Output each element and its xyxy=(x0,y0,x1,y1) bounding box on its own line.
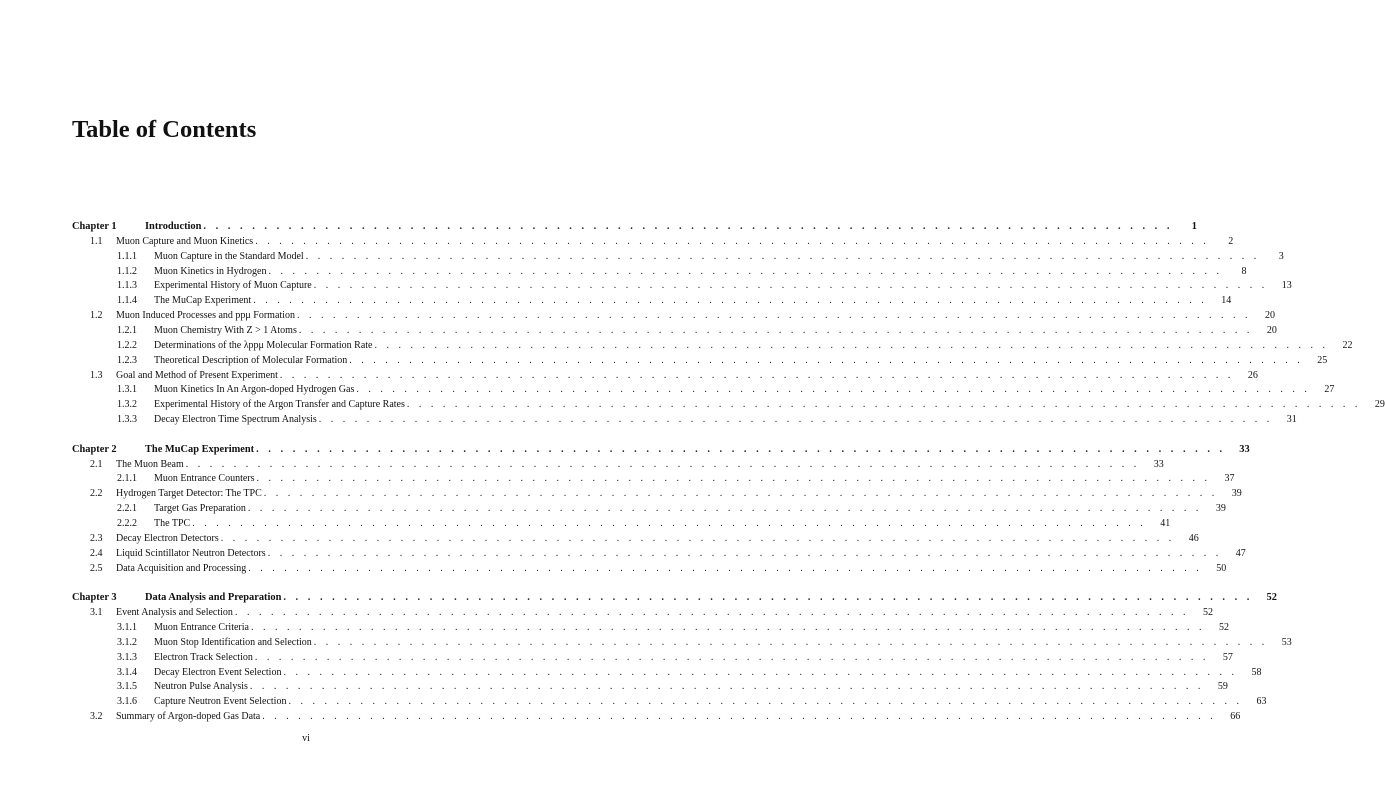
dot-leader: . . . . . . . . . . . . . . . . . . . . . . . . . . . . . . . . . . . . . . . . . . . . . . . . . . . . . . . . . . . . . . . . . . . . . . . . . . . . . . . . xyxy=(220,532,1175,544)
toc-section-entry[interactable] xyxy=(90,368,1258,383)
page-title: Table of Contents xyxy=(72,116,257,143)
toc-entry-page: 63 xyxy=(1256,696,1267,708)
toc-section-entry[interactable] xyxy=(90,605,1213,620)
dot-leader: . . . . . . . . . . . . . . . . . . . . . . . . . . . . . . . . . . . . . . . . . . . . . . . . . . . . . . . . . . . . . . . . . . . . . . . . . . . . . . . . xyxy=(203,221,1173,232)
toc-subsection-entry[interactable] xyxy=(117,397,1385,412)
toc-entry-title: Summary of Argon-doped Gas Data xyxy=(116,711,261,723)
toc-entry-number: Chapter 1 xyxy=(72,221,117,232)
toc-entry-page: 27 xyxy=(1324,384,1335,396)
toc-entry-number: 1.2.1 xyxy=(117,324,137,336)
toc-chapter-entry[interactable] xyxy=(72,219,1197,234)
toc-entry-title: The Muon Beam xyxy=(116,458,184,470)
toc-subsection-entry[interactable] xyxy=(117,471,1235,486)
toc-entry-page: 2 xyxy=(1228,235,1234,247)
dot-leader: . . . . . . . . . . . . . . . . . . . . . . . . . . . . . . . . . . . . . . . . . . . . . . . . . . . . . . . . . . . . . . . . . . . . . . . . . . . . . . . . xyxy=(305,250,1260,262)
toc-entry-title: Muon Chemistry With Z > 1 Atoms xyxy=(154,324,297,336)
toc-entry-number: 1.3 xyxy=(90,369,103,381)
toc-entry-page: 53 xyxy=(1281,636,1292,648)
toc-entry-number: 1.2.2 xyxy=(117,339,137,351)
toc-entry-title: Determinations of the λppμ Molecular Formation Rate xyxy=(154,339,373,351)
toc-entry-page: 8 xyxy=(1241,265,1247,277)
toc-entry-page: 37 xyxy=(1224,473,1235,485)
toc-entry-title: Decay Electron Event Selection xyxy=(154,666,282,678)
toc-entry-page: 31 xyxy=(1286,414,1297,425)
toc-subsection-entry[interactable] xyxy=(117,412,1297,427)
toc-entry-title: Muon Entrance Criteria xyxy=(154,622,249,633)
toc-entry-page: 57 xyxy=(1222,651,1233,663)
dot-leader: . . . . . . . . . . . . . . . . . . . . . . . . . . . . . . . . . . . . . . . . . . . . . . . . . . . . . . . . . . . . . . . . . . . . . . . . . . . . . . . . xyxy=(406,399,1361,411)
toc-entry-number: 2.2.2 xyxy=(117,518,137,529)
toc-entry-number: 2.2 xyxy=(90,488,103,500)
toc-entry-number: 3.1.2 xyxy=(117,636,137,648)
toc-entry-page: 3 xyxy=(1278,250,1284,262)
toc-subsection-entry[interactable] xyxy=(117,679,1228,694)
toc-chapter-entry[interactable] xyxy=(72,590,1277,605)
toc-entry-title: Muon Capture in the Standard Model xyxy=(154,250,304,262)
toc-subsection-entry[interactable] xyxy=(117,249,1284,264)
page-number: vi xyxy=(302,733,310,744)
toc-entry-number: 3.1.1 xyxy=(117,622,137,633)
toc-entry-title: Experimental History of the Argon Transfer and Capture Rates xyxy=(154,399,405,411)
toc-section-entry[interactable] xyxy=(90,531,1199,546)
dot-leader: . . . . . . . . . . . . . . . . . . . . . . . . . . . . . . . . . . . . . . . . . . . . . . . . . . . . . . . . . . . . . . . . . . . . . . . . . . . . . . . . xyxy=(253,295,1208,307)
toc-entry-page: 13 xyxy=(1281,280,1292,292)
toc-entry-page: 39 xyxy=(1215,503,1226,515)
toc-entry-title: Data Acquisition and Processing xyxy=(116,562,247,574)
toc-subsection-entry[interactable] xyxy=(117,323,1277,338)
toc-section-entry[interactable] xyxy=(90,486,1242,501)
dot-leader: . . . . . . . . . . . . . . . . . . . . . . . . . . . . . . . . . . . . . . . . . . . . . . . . . . . . . . . . . . . . . . . . . . . . . . . . . . . . . . . . xyxy=(256,443,1226,455)
dot-leader: . . . . . . . . . . . . . . . . . . . . . . . . . . . . . . . . . . . . . . . . . . . . . . . . . . . . . . . . . . . . . . . . . . . . . . . . . . . . . . . . xyxy=(374,339,1329,351)
toc-section-entry[interactable] xyxy=(90,308,1275,323)
dot-leader: . . . . . . . . . . . . . . . . . . . . . . . . . . . . . . . . . . . . . . . . . . . . . . . . . . . . . . . . . . . . . . . . . . . . . . . . . . . . . . . . xyxy=(249,681,1204,693)
toc-section-entry[interactable] xyxy=(90,561,1227,576)
toc-section-entry[interactable] xyxy=(90,709,1241,724)
dot-leader: . . . . . . . . . . . . . . . . . . . . . . . . . . . . . . . . . . . . . . . . . . . . . . . . . . . . . . . . . . . . . . . . . . . . . . . . . . . . . . . . xyxy=(356,384,1311,396)
toc-entry-page: 58 xyxy=(1251,666,1262,678)
toc-entry-number: 3.1.4 xyxy=(117,666,137,678)
dot-leader: . . . . . . . . . . . . . . . . . . . . . . . . . . . . . . . . . . . . . . . . . . . . . . . . . . . . . . . . . . . . . . . . . . . . . . . . . . . . . . . . xyxy=(349,354,1304,366)
toc-entry-title: Event Analysis and Selection xyxy=(116,607,233,619)
toc-entry-number: 3.2 xyxy=(90,711,103,723)
dot-leader: . . . . . . . . . . . . . . . . . . . . . . . . . . . . . . . . . . . . . . . . . . . . . . . . . . . . . . . . . . . . . . . . . . . . . . . . . . . . . . . . xyxy=(263,488,1218,500)
toc-entry-title: Experimental History of Muon Capture xyxy=(154,280,312,292)
toc-subsection-entry[interactable] xyxy=(117,635,1292,650)
toc-entry-number: 1.1.1 xyxy=(117,250,137,262)
toc-entry-title: Theoretical Description of Molecular Formation xyxy=(154,354,348,366)
dot-leader: . . . . . . . . . . . . . . . . . . . . . . . . . . . . . . . . . . . . . . . . . . . . . . . . . . . . . . . . . . . . . . . . . . . . . . . . . . . . . . . . xyxy=(247,503,1202,515)
toc-entry-number: 2.5 xyxy=(90,562,103,574)
dot-leader: . . . . . . . . . . . . . . . . . . . . . . . . . . . . . . . . . . . . . . . . . . . . . . . . . . . . . . . . . . . . . . . . . . . . . . . . . . . . . . . . xyxy=(234,607,1189,619)
toc-entry-page: 50 xyxy=(1216,562,1227,574)
toc-subsection-entry[interactable] xyxy=(117,338,1353,353)
toc-entry-page: 59 xyxy=(1217,681,1228,693)
toc-entry-title: Muon Entrance Counters xyxy=(154,473,255,485)
toc-entry-page: 25 xyxy=(1317,354,1328,366)
toc-entry-page: 20 xyxy=(1266,324,1277,336)
toc-entry-number: 2.3 xyxy=(90,532,103,544)
toc-entry-title: Hydrogen Target Detector: The TPC xyxy=(116,488,262,500)
toc-entry-number: 1.3.2 xyxy=(117,399,137,411)
toc-entry-title: Muon Induced Processes and ppμ Formation xyxy=(116,310,295,322)
toc-entry-page: 52 xyxy=(1202,607,1213,619)
dot-leader: . . . . . . . . . . . . . . . . . . . . . . . . . . . . . . . . . . . . . . . . . . . . . . . . . . . . . . . . . . . . . . . . . . . . . . . . . . . . . . . . xyxy=(268,265,1223,277)
toc-entry-title: Muon Kinetics In An Argon-doped Hydrogen Gas xyxy=(154,384,355,396)
toc-entry-title: Target Gas Preparation xyxy=(154,503,246,515)
toc-entry-title: Decay Electron Detectors xyxy=(116,532,219,544)
toc-section-entry[interactable] xyxy=(90,234,1234,249)
toc-entry-title: The TPC xyxy=(154,518,191,529)
toc-subsection-entry[interactable] xyxy=(117,694,1267,709)
toc-subsection-entry[interactable] xyxy=(117,293,1232,308)
dot-leader: . . . . . . . . . . . . . . . . . . . . . . . . . . . . . . . . . . . . . . . . . . . . . . . . . . . . . . . . . . . . . . . . . . . . . . . . . . . . . . . . xyxy=(262,711,1217,723)
toc-entry-title: Capture Neutron Event Selection xyxy=(154,696,287,708)
toc-subsection-entry[interactable] xyxy=(117,353,1328,368)
toc-entry-title: Introduction xyxy=(145,221,202,232)
dot-leader: . . . . . . . . . . . . . . . . . . . . . . . . . . . . . . . . . . . . . . . . . . . . . . . . . . . . . . . . . . . . . . . . . . . . . . . . . . . . . . . . xyxy=(283,592,1253,604)
toc-entry-title: The MuCap Experiment xyxy=(145,443,255,455)
dot-leader: . . . . . . . . . . . . . . . . . . . . . . . . . . . . . . . . . . . . . . . . . . . . . . . . . . . . . . . . . . . . . . . . . . . . . . . . . . . . . . . . xyxy=(248,562,1203,574)
dot-leader: . . . . . . . . . . . . . . . . . . . . . . . . . . . . . . . . . . . . . . . . . . . . . . . . . . . . . . . . . . . . . . . . . . . . . . . . . . . . . . . . xyxy=(313,636,1268,648)
toc-entry-page: 33 xyxy=(1153,458,1164,470)
dot-leader: . . . . . . . . . . . . . . . . . . . . . . . . . . . . . . . . . . . . . . . . . . . . . . . . . . . . . . . . . . . . . . . . . . . . . . . . . . . . . . . . xyxy=(185,458,1140,470)
toc-entry-page: 46 xyxy=(1188,532,1199,544)
toc-entry-number: 1.1.2 xyxy=(117,265,137,277)
toc-entry-page: 39 xyxy=(1231,488,1242,500)
toc-subsection-entry[interactable] xyxy=(117,650,1233,665)
toc-entry-page: 52 xyxy=(1266,592,1277,604)
toc-entry-page: 47 xyxy=(1235,547,1246,559)
toc-subsection-entry[interactable] xyxy=(117,264,1247,279)
toc-entry-page: 33 xyxy=(1239,443,1250,455)
toc-entry-page: 52 xyxy=(1218,622,1229,633)
toc-entry-title: Muon Capture and Muon Kinetics xyxy=(116,235,254,247)
toc-entry-number: 2.1.1 xyxy=(117,473,137,485)
toc-entry-number: 3.1.3 xyxy=(117,651,137,663)
toc-entry-number: 1.2 xyxy=(90,310,103,322)
toc-entry-number: Chapter 3 xyxy=(72,592,117,604)
toc-entry-number: 2.1 xyxy=(90,458,103,470)
toc-subsection-entry[interactable] xyxy=(117,516,1171,531)
toc-entry-title: Data Analysis and Preparation xyxy=(145,592,282,604)
toc-entry-title: Electron Track Selection xyxy=(154,651,253,663)
toc-entry-page: 14 xyxy=(1221,295,1232,307)
toc-entry-number: 1.3.3 xyxy=(117,414,137,425)
toc-entry-number: 2.2.1 xyxy=(117,503,137,515)
toc-entry-title: Decay Electron Time Spectrum Analysis xyxy=(154,414,317,425)
toc-entry-title: Muon Stop Identification and Selection xyxy=(154,636,312,648)
dot-leader: . . . . . . . . . . . . . . . . . . . . . . . . . . . . . . . . . . . . . . . . . . . . . . . . . . . . . . . . . . . . . . . . . . . . . . . . . . . . . . . . xyxy=(298,324,1253,336)
dot-leader: . . . . . . . . . . . . . . . . . . . . . . . . . . . . . . . . . . . . . . . . . . . . . . . . . . . . . . . . . . . . . . . . . . . . . . . . . . . . . . . . xyxy=(318,414,1273,425)
toc-entry-number: 1.1.4 xyxy=(117,295,137,307)
toc-entry-number: 1.1.3 xyxy=(117,280,137,292)
toc-entry-title: Muon Kinetics in Hydrogen xyxy=(154,265,267,277)
dot-leader: . . . . . . . . . . . . . . . . . . . . . . . . . . . . . . . . . . . . . . . . . . . . . . . . . . . . . . . . . . . . . . . . . . . . . . . . . . . . . . . . xyxy=(254,651,1209,663)
toc-entry-number: 1.1 xyxy=(90,235,103,247)
toc-entry-number: 3.1.5 xyxy=(117,681,137,693)
toc-subsection-entry[interactable] xyxy=(117,278,1292,293)
dot-leader: . . . . . . . . . . . . . . . . . . . . . . . . . . . . . . . . . . . . . . . . . . . . . . . . . . . . . . . . . . . . . . . . . . . . . . . . . . . . . . . . xyxy=(279,369,1234,381)
toc-subsection-entry[interactable] xyxy=(117,665,1262,680)
toc-subsection-entry[interactable] xyxy=(117,620,1229,635)
toc-entry-title: Liquid Scintillator Neutron Detectors xyxy=(116,547,266,559)
toc-entry-page: 1 xyxy=(1191,221,1197,232)
toc-entry-number: 1.2.3 xyxy=(117,354,137,366)
dot-leader: . . . . . . . . . . . . . . . . . . . . . . . . . . . . . . . . . . . . . . . . . . . . . . . . . . . . . . . . . . . . . . . . . . . . . . . . . . . . . . . . xyxy=(192,518,1147,529)
toc-entry-page: 29 xyxy=(1374,399,1385,411)
toc-entry-page: 41 xyxy=(1160,518,1171,529)
dot-leader: . . . . . . . . . . . . . . . . . . . . . . . . . . . . . . . . . . . . . . . . . . . . . . . . . . . . . . . . . . . . . . . . . . . . . . . . . . . . . . . . xyxy=(313,280,1268,292)
toc-entry-number: 1.3.1 xyxy=(117,384,137,396)
toc-section-entry[interactable] xyxy=(90,457,1164,472)
toc-subsection-entry[interactable] xyxy=(117,382,1335,397)
dot-leader: . . . . . . . . . . . . . . . . . . . . . . . . . . . . . . . . . . . . . . . . . . . . . . . . . . . . . . . . . . . . . . . . . . . . . . . . . . . . . . . . xyxy=(296,310,1251,322)
toc-subsection-entry[interactable] xyxy=(117,501,1226,516)
dot-leader: . . . . . . . . . . . . . . . . . . . . . . . . . . . . . . . . . . . . . . . . . . . . . . . . . . . . . . . . . . . . . . . . . . . . . . . . . . . . . . . . xyxy=(255,235,1210,247)
toc-entry-title: Neutron Pulse Analysis xyxy=(154,681,248,693)
dot-leader: . . . . . . . . . . . . . . . . . . . . . . . . . . . . . . . . . . . . . . . . . . . . . . . . . . . . . . . . . . . . . . . . . . . . . . . . . . . . . . . . xyxy=(283,666,1238,678)
dot-leader: . . . . . . . . . . . . . . . . . . . . . . . . . . . . . . . . . . . . . . . . . . . . . . . . . . . . . . . . . . . . . . . . . . . . . . . . . . . . . . . . xyxy=(256,473,1211,485)
toc-entry-page: 26 xyxy=(1247,369,1258,381)
dot-leader: . . . . . . . . . . . . . . . . . . . . . . . . . . . . . . . . . . . . . . . . . . . . . . . . . . . . . . . . . . . . . . . . . . . . . . . . . . . . . . . . xyxy=(267,547,1222,559)
toc-entry-page: 66 xyxy=(1230,711,1241,723)
toc-section-entry[interactable] xyxy=(90,546,1246,561)
toc-entry-title: The MuCap Experiment xyxy=(154,295,252,307)
toc-entry-number: 2.4 xyxy=(90,547,103,559)
toc-entry-number: Chapter 2 xyxy=(72,443,117,455)
toc-entry-page: 22 xyxy=(1342,339,1353,351)
toc-entry-number: 3.1 xyxy=(90,607,103,619)
toc-entry-page: 20 xyxy=(1264,310,1275,322)
dot-leader: . . . . . . . . . . . . . . . . . . . . . . . . . . . . . . . . . . . . . . . . . . . . . . . . . . . . . . . . . . . . . . . . . . . . . . . . . . . . . . . . xyxy=(288,696,1243,708)
toc-entry-title: Goal and Method of Present Experiment xyxy=(116,369,278,381)
toc-chapter-entry[interactable] xyxy=(72,442,1250,457)
toc-entry-number: 3.1.6 xyxy=(117,696,137,708)
dot-leader: . . . . . . . . . . . . . . . . . . . . . . . . . . . . . . . . . . . . . . . . . . . . . . . . . . . . . . . . . . . . . . . . . . . . . . . . . . . . . . . . xyxy=(250,622,1205,633)
